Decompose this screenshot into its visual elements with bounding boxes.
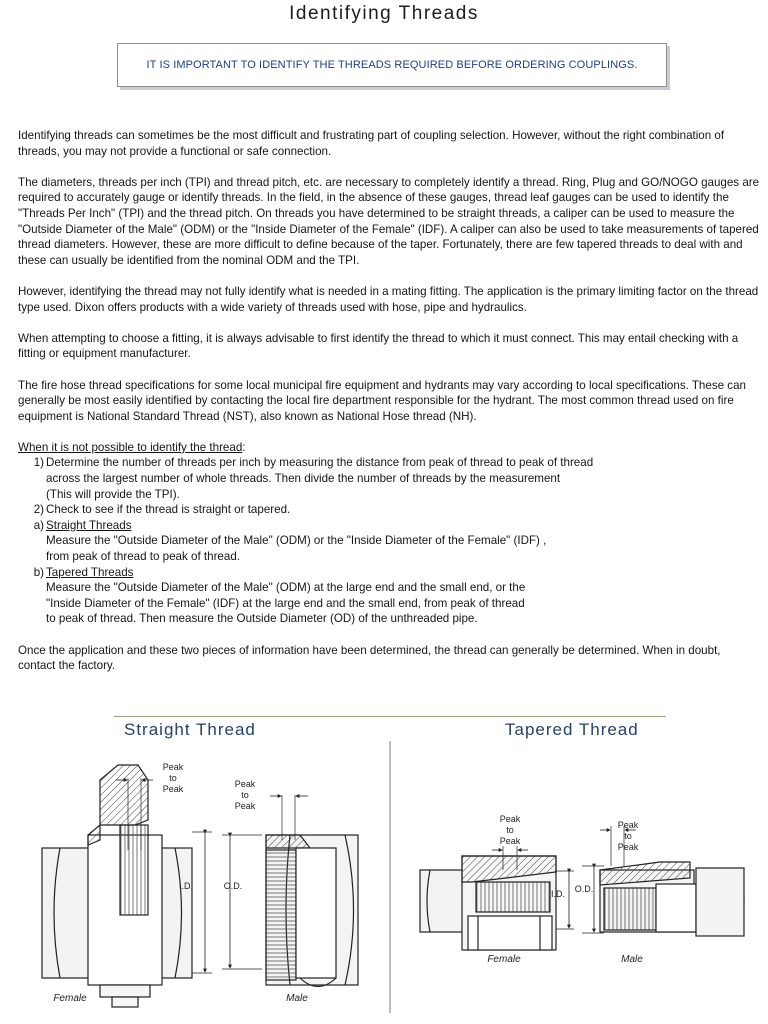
id-label: I.D. [178, 881, 194, 891]
female-label: Female [487, 954, 521, 965]
straight-female-id-dimension [192, 832, 212, 973]
step-item [18, 455, 760, 502]
tapered-female-diagram [420, 856, 556, 950]
straight-male-peak-marker [235, 779, 308, 840]
female-label: Female [53, 993, 87, 1004]
od-label: O.D. [574, 884, 594, 894]
step-number: b) [33, 565, 44, 579]
notice-box [117, 43, 667, 87]
peak-label-3: Peak [162, 784, 184, 794]
step-item [18, 502, 760, 518]
step-number: 2) [33, 503, 44, 517]
straight-male-diagram [266, 835, 358, 987]
paragraph: When attempting to choose a fitting, it is always advisable to first identify the thread to which it must connect. This may entail checking with a fitting or equipment manufacturer. [18, 331, 739, 361]
tapered-male-peak-marker [600, 820, 639, 866]
male-label: Male [621, 954, 643, 965]
body-text [18, 128, 760, 689]
od-label: O.D. [223, 881, 243, 891]
page-title: Identifying Threads [289, 3, 479, 24]
peak-label-2: to [624, 831, 632, 841]
step-line: from peak of thread to peak of thread. [46, 550, 240, 564]
paragraph: The fire hose thread specifications for some local municipal fire equipment and hydrants may vary according to local specifications. These can generally be most easily identified by contacting the local fire department responsible for the hydrant. The most common thread used on fire equipment is National Standard Thread (NST), also known as National Hose thread (NH). [18, 378, 746, 423]
steps-heading-text: When it is not possible to identify the thread [18, 440, 243, 454]
straight-male-od-dimension [222, 835, 262, 969]
step-number: a) [33, 518, 44, 532]
tapered-thread-title: Tapered Thread [505, 720, 639, 739]
peak-label-2: to [241, 790, 249, 800]
peak-label-3: Peak [234, 801, 256, 811]
step-line: Determine the number of threads per inch by measuring the distance from peak of thread to peak of thread [46, 456, 594, 470]
step-line: to peak of thread. Then measure the Outside Diameter (OD) of the unthreaded pipe. [46, 612, 478, 626]
peak-label-1: Peak [617, 820, 639, 830]
step-line: (This will provide the TPI). [46, 487, 180, 501]
figure-divider-top [114, 716, 666, 717]
tapered-female-id-dimension [556, 871, 574, 929]
steps-list [18, 440, 760, 627]
step-number: 1) [33, 456, 44, 470]
step-line: Measure the "Outside Diameter of the Male" (ODM) at the large end and the small end, or the [46, 581, 526, 595]
peak-label-1: Peak [162, 762, 184, 772]
peak-label-2: to [169, 773, 177, 783]
straight-female-diagram [42, 765, 192, 1007]
step-line: "Inside Diameter of the Female" (IDF) at the large end and the small end, from peak of thread [46, 596, 525, 610]
substep-title: Tapered Threads [46, 565, 134, 579]
id-label: I.D. [550, 889, 566, 899]
tapered-male-diagram [600, 862, 744, 936]
step-item [18, 518, 760, 565]
step-item [18, 565, 760, 627]
peak-label-1: Peak [234, 779, 256, 789]
paragraph: Identifying threads can sometimes be the most difficult and frustrating part of coupling selection. However, without the right combination of threads, you may not provide a functional or safe connection. [18, 129, 725, 158]
male-label: Male [286, 993, 308, 1004]
step-line: across the largest number of whole threads. Then divide the number of threads by the measurement [46, 472, 561, 486]
step-line: Measure the "Outside Diameter of the Male" (ODM) or the "Inside Diameter of the Female" (IDF) , [46, 534, 547, 548]
closing-paragraph: Once the application and these two pieces of information have been determined, the thread can generally be determined. When in doubt, contact the factory. [18, 643, 721, 673]
straight-thread-title: Straight Thread [124, 720, 256, 739]
step-line: Check to see if the thread is straight or tapered. [46, 503, 291, 517]
peak-label-3: Peak [499, 836, 521, 846]
paragraph: The diameters, threads per inch (TPI) and thread pitch, etc. are necessary to completely identify a thread. Ring, Plug and GO/NOGO gauges are required to accurately gauge or identify threads. In the field, in the absence of these gauges, thread leaf gauges can be used to identify the "Threads Per Inch" (TPI) and the thread pitch. On threads you have determined to be straight threads, a caliper can be used to measure the "Outside Diameter of the Male" (ODM) or the "Inside Diameter of the Female" (IDF). A caliper can also be used to take measurements of tapered thread diameters. However, these are more difficult to define because of the taper. Fortunately, there are few tapered threads to deal with and these can usually be identified from the nominal ODM and the TPI. [18, 175, 760, 267]
peak-label-1: Peak [499, 814, 521, 824]
peak-label-3: Peak [617, 842, 639, 852]
peak-label-2: to [506, 825, 514, 835]
notice-text: IT IS IMPORTANT TO IDENTIFY THE THREADS REQUIRED BEFORE ORDERING COUPLINGS. [146, 59, 638, 71]
paragraph: However, identifying the thread may not fully identify what is needed in a mating fitting. The application is the primary limiting factor on the thread type used. Dixon offers products with a wide variety of threads used with hose, pipe and hydraulics. [18, 284, 759, 314]
substep-title: Straight Threads [46, 518, 132, 532]
steps-heading [18, 440, 760, 456]
thread-diagrams [0, 740, 768, 1024]
steps-heading-suffix: : [242, 440, 246, 454]
